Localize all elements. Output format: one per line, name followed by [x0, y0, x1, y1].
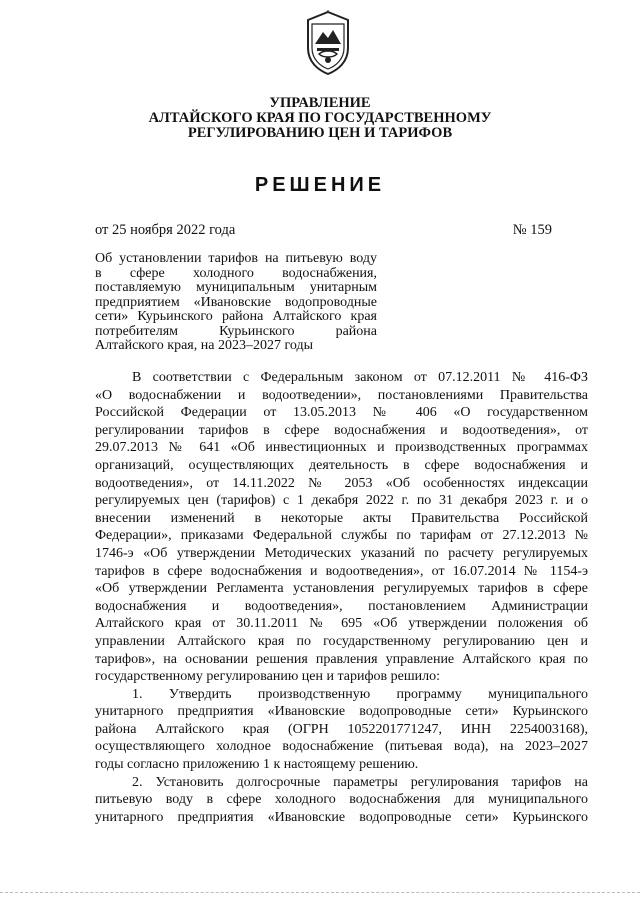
subject-line: Об установлении тарифов на питьевую воду: [95, 252, 377, 266]
document-title: РЕШЕНИЕ: [254, 174, 386, 196]
document-date: от 25 ноября 2022 года: [95, 222, 236, 238]
body-line: внесении изменений в некоторые акты Правительства Российской: [95, 510, 588, 526]
body-line: управлении Алтайского края по государственному регулированию цен и: [95, 633, 588, 649]
body-line: унитарного предприятия «Ивановские водопроводные сети» Курьинского: [95, 704, 588, 720]
subject-line: потребителям Курьинского района: [95, 324, 377, 339]
body-line: осуществляющего холодное водоснабжение (питьевая вода), на 2023–2027: [95, 739, 588, 755]
body-line: «О водоснабжении и водоотведении», постановлениями Правительства: [95, 387, 588, 403]
document-subject: [95, 252, 377, 354]
subject-line: в сфере холодного водоснабжения,: [95, 266, 377, 281]
subject-line: предприятием «Ивановские водопроводные: [95, 295, 377, 310]
body-line: государственному регулированию цен и тарифов решило:: [95, 669, 441, 685]
body-line: регулируемых цен (тарифов) с 1 декабря 2022 г. по 31 декабря 2023 г. и о: [95, 493, 588, 509]
coat-of-arms-icon: [303, 10, 353, 76]
body-line: 1746-э «Об утверждении Методических указаний по расчету регулируемых: [95, 545, 588, 561]
body-line: Российской Федерации от 13.05.2013 № 406 «О государственном: [95, 405, 588, 421]
body-line: унитарного предприятия «Ивановские водопроводные сети» Курьинского: [95, 809, 588, 825]
document-number: № 159: [512, 222, 552, 238]
body-line: Алтайского края от 30.11.2011 № 695 «Об утверждении положения об: [95, 616, 588, 632]
document-body: [95, 369, 588, 826]
subject-line: сети» Курьинского района Алтайского края: [95, 310, 377, 324]
org-line: РЕГУЛИРОВАНИЮ ЦЕН И ТАРИФОВ: [187, 125, 453, 141]
org-line: УПРАВЛЕНИЕ: [269, 95, 371, 111]
body-line: 2. Установить долгосрочные параметры регулирования тарифов на: [132, 774, 588, 790]
body-line: тарифов в сфере водоснабжения и водоотведения», от 16.07.2014 № 1154-э: [95, 563, 588, 579]
body-line: питьевую воду в сфере холодного водоснабжения для муниципального: [95, 792, 588, 808]
body-line: В соответствии с Федеральным законом от 07.12.2011 № 416-ФЗ: [132, 370, 588, 385]
body-line: района Алтайского края (ОГРН 1052201771247, ИНН 2254003168),: [95, 721, 588, 737]
issuing-authority: [0, 96, 640, 141]
body-line: водоотведения», от 14.11.2022 № 2053 «Об особенностях индексации: [95, 475, 588, 491]
page-divider: [0, 892, 640, 893]
body-line: 1. Утвердить производственную программу муниципального: [132, 686, 588, 702]
body-line: Федерации», приказами Федеральной службы по тарифам от 27.12.2013 №: [95, 528, 588, 544]
body-line: тарифов», на основании решения правления управление Алтайского края по: [95, 651, 588, 667]
subject-line: Алтайского края, на 2023–2027 годы: [95, 339, 313, 353]
body-line: водоснабжения и водоотведения», постановлением Администрации: [95, 598, 588, 614]
body-line: регулировании тарифов в сфере водоснабжения и водоотведения», от: [95, 422, 588, 438]
org-line: АЛТАЙСКОГО КРАЯ ПО ГОСУДАРСТВЕННОМУ: [148, 110, 492, 126]
subject-line: поставляемую муниципальным унитарным: [95, 281, 377, 295]
body-line: годы согласно приложению 1 к настоящему решению.: [95, 757, 419, 773]
body-line: организаций, осуществляющих деятельность в сфере водоснабжения и: [95, 457, 588, 473]
body-line: 29.07.2013 № 641 «Об инвестиционных и производственных программах: [95, 440, 588, 456]
body-line: «Об утверждении Регламента установления регулируемых тарифов в сфере: [95, 581, 588, 597]
